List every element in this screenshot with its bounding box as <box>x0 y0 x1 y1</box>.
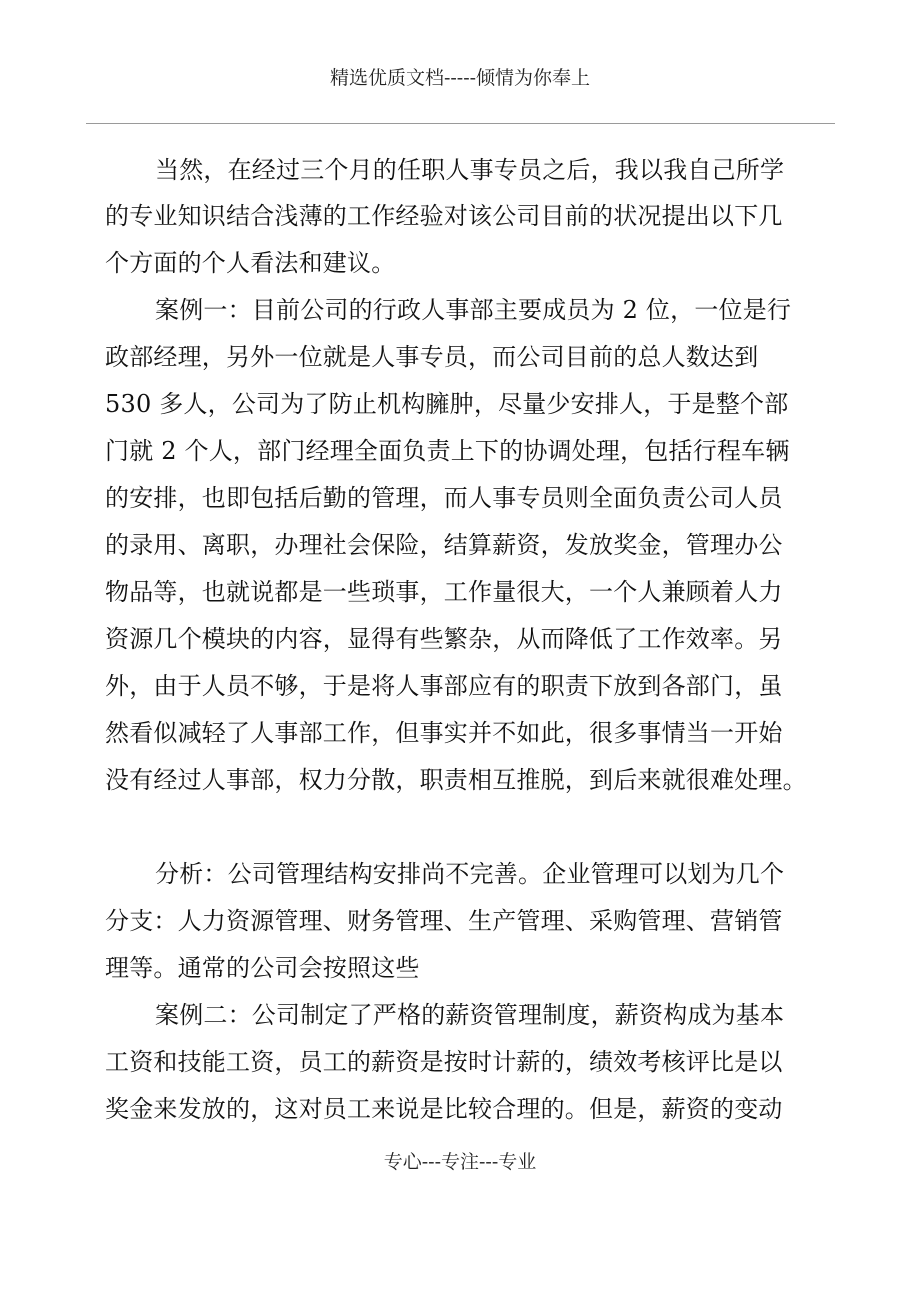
text-line: 外，由于人员不够，于是将人事部应有的职责下放到各部门，虽 <box>105 672 783 700</box>
text-line: 没有经过人事部，权力分散，职责相互推脱，到后来就很难处理。 <box>105 766 807 794</box>
text-line: 分支：人力资源管理、财务管理、生产管理、采购管理、营销管 <box>105 907 783 935</box>
page-header: 精选优质文档-----倾情为你奉上 <box>329 67 591 89</box>
text-line: 理等。通常的公司会按照这些 <box>105 954 420 982</box>
text-line: 当然，在经过三个月的任职人事专员之后，我以我自己所学 <box>155 156 785 184</box>
text-line: 个方面的个人看法和建议。 <box>105 249 396 277</box>
text-line: 门就 2 个人，部门经理全面负责上下的协调处理，包括行程车辆 <box>105 437 790 465</box>
text-line: 530 多人，公司为了防止机构臃肿，尽量少安排人，于是整个部 <box>105 390 789 418</box>
text-line: 分析：公司管理结构安排尚不完善。企业管理可以划为几个 <box>155 860 785 888</box>
text-line: 奖金来发放的，这对员工来说是比较合理的。但是，薪资的变动 <box>105 1095 783 1123</box>
text-line: 工资和技能工资，员工的薪资是按时计薪的，绩效考核评比是以 <box>105 1048 783 1076</box>
text-line: 的专业知识结合浅薄的工作经验对该公司目前的状况提出以下几 <box>105 202 783 230</box>
text-line: 案例二：公司制定了严格的薪资管理制度，薪资构成为基本 <box>155 1001 785 1029</box>
page-footer: 专心---专注---专业 <box>383 1151 537 1173</box>
text-line: 的录用、离职，办理社会保险，结算薪资，发放奖金，管理办公 <box>105 531 783 559</box>
text-line: 然看似减轻了人事部工作，但事实并不如此，很多事情当一开始 <box>105 719 783 747</box>
header-divider <box>86 123 835 124</box>
text-line: 物品等，也就说都是一些琐事，工作量很大，一个人兼顾着人力 <box>105 578 783 606</box>
text-line: 政部经理，另外一位就是人事专员，而公司目前的总人数达到 <box>105 343 759 371</box>
text-line: 的安排，也即包括后勤的管理，而人事专员则全面负责公司人员 <box>105 484 783 512</box>
text-line: 案例一：目前公司的行政人事部主要成员为 2 位，一位是行 <box>155 296 792 324</box>
text-line: 资源几个模块的内容，显得有些繁杂，从而降低了工作效率。另 <box>105 625 783 653</box>
